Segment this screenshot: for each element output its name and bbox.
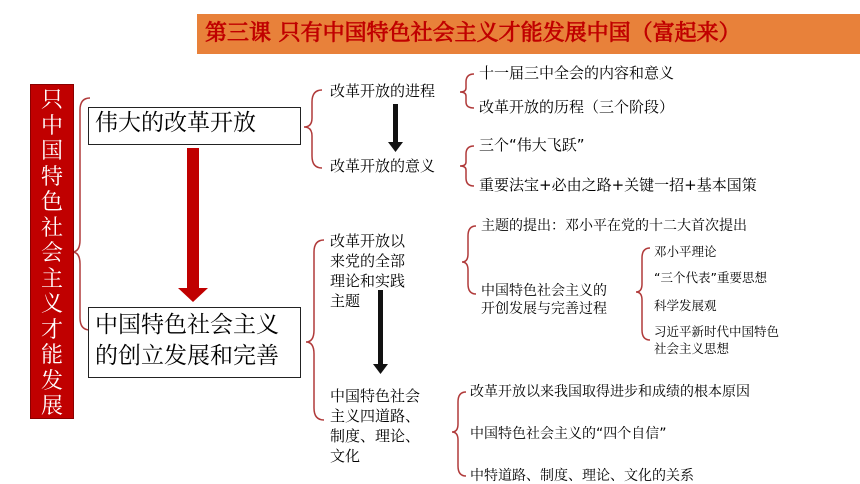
- theme-label-line3: 理论和实践: [330, 272, 406, 290]
- side-label: 只中国特色社会主义才能发展中国: [40, 88, 63, 470]
- main-arrow-shaft: [187, 148, 199, 288]
- page-title: 第三课 只有中国特色社会主义才能发展中国（富起来）: [197, 14, 860, 54]
- process-bracket: [460, 74, 474, 108]
- significance-bracket: [460, 146, 474, 186]
- process-item-2: 改革开放的历程（三个阶段）: [479, 98, 675, 116]
- theme-label-line1: 改革开放以: [330, 232, 406, 250]
- four-label-line4: 文化: [330, 447, 361, 465]
- process-label: 改革开放的进程: [330, 82, 436, 100]
- theory-scientific-development: 科学发展观: [654, 298, 717, 313]
- four-bracket: [452, 392, 466, 476]
- reform-bracket: [304, 90, 322, 168]
- theme-label-line2: 来党的全部: [330, 252, 406, 270]
- significance-item-1: 三个“伟大飞跃”: [479, 136, 585, 154]
- process-item-1: 十一届三中全会的内容和意义: [479, 64, 675, 82]
- significance-item-2: 重要法宝+必由之路+关键一招+基本国策: [479, 176, 757, 194]
- theory-deng: 邓小平理论: [654, 244, 717, 259]
- main-arrow-head: [178, 288, 208, 302]
- four-item-1: 改革开放以来我国取得进步和成绩的根本原因: [470, 384, 750, 400]
- socialism-box-line1: 中国特色社会主义: [95, 312, 279, 338]
- reform-arrow-head: [388, 142, 403, 152]
- reform-box: [88, 107, 301, 145]
- socialism-arrow-shaft: [378, 290, 383, 366]
- socialism-bracket: [306, 240, 324, 420]
- theme-process-line1: 中国特色社会主义的: [481, 283, 607, 299]
- four-item-3: 中特道路、制度、理论、文化的关系: [470, 468, 694, 484]
- theme-bracket: [462, 226, 476, 294]
- theories-bracket: [636, 248, 650, 340]
- socialism-arrow-head: [373, 364, 388, 374]
- four-label-line2: 主义四道路、: [330, 407, 421, 425]
- reform-box-label: 伟大的改革开放: [95, 110, 256, 136]
- four-label-line3: 制度、理论、: [330, 427, 421, 445]
- socialism-box: [88, 307, 301, 378]
- significance-label: 改革开放的意义: [330, 157, 436, 175]
- four-label-line1: 中国特色社会: [330, 387, 421, 405]
- theory-xi-line2: 社会主义思想: [654, 341, 730, 356]
- theme-proposal: 主题的提出：邓小平在党的十二大首次提出: [481, 218, 747, 234]
- theme-label-line4: 主题: [330, 292, 361, 310]
- theory-xi-line1: 习近平新时代中国特色: [654, 324, 780, 339]
- theme-process-line2: 开创发展与完善过程: [481, 301, 607, 317]
- four-item-2: 中国特色社会主义的“四个自信”: [470, 426, 667, 442]
- theory-three-represents: “三个代表”重要思想: [654, 270, 767, 285]
- reform-arrow-shaft: [393, 104, 398, 144]
- socialism-box-line2: 的创立发展和完善: [95, 343, 279, 369]
